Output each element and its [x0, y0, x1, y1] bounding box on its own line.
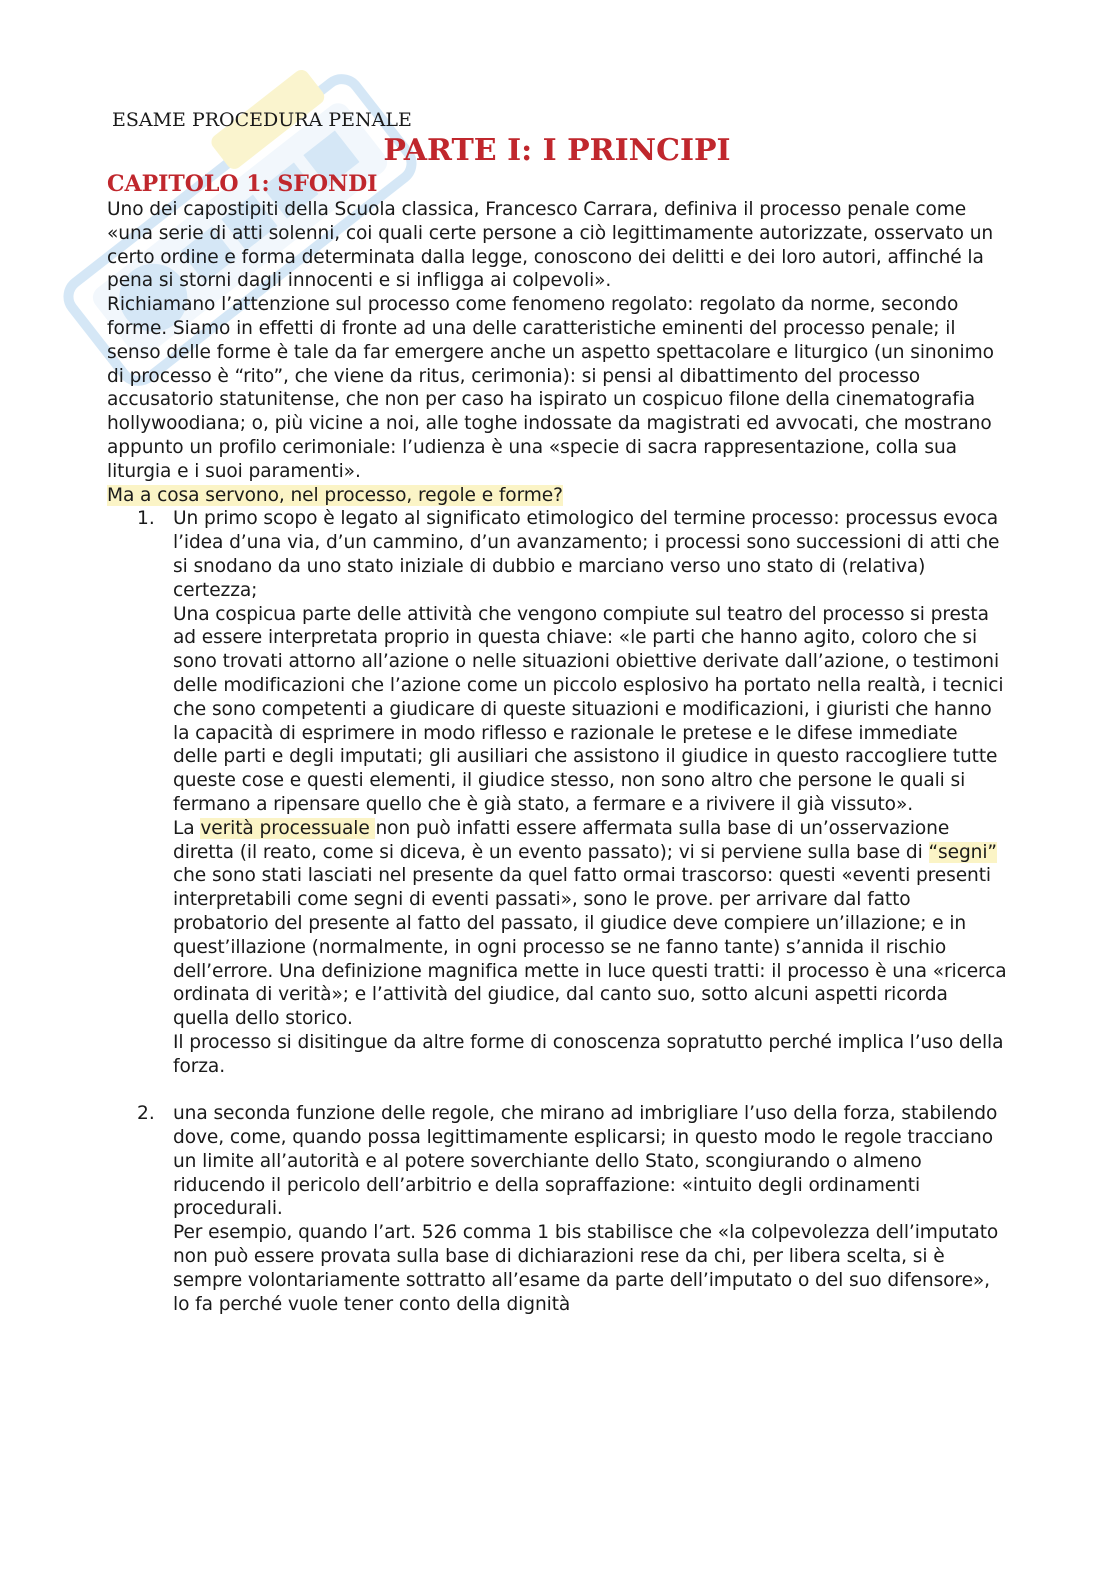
list-item-paragraph: Per esempio, quando l’art. 526 comma 1 bis stabilisce che «la colpevolezza dell’imputato non può essere provata sulla base di dichiarazioni rese da chi, per libera scelta, si è sempre volontariamente sottratto all’esame da parte dell’imputato o del suo difensore», lo fa perché vuole tener conto della dignità [173, 1222, 999, 1315]
numbered-list [107, 507, 1007, 1316]
list-item-paragraph: Un primo scopo è legato al significato etimologico del termine processo: processus evoca l’idea d’una via, d’un cammino, d’un avanzamento; i processi sono successioni di atti che si snodano da uno stato iniziale di dubbio e marciano verso uno stato di (relativa) certezza; [173, 508, 1000, 601]
list-item [107, 1102, 1007, 1316]
list-item-paragraph: Una cospicua parte delle attività che vengono compiute sul teatro del processo si presta ad essere interpretata proprio in questa chiave: «le parti che hanno agito, coloro che si sono trovati attorno all’azione o nelle situazioni obiettive derivate dall’azione, o testimoni delle modificazioni che l’azione come un piccolo esplosivo ha portato nella realtà, i tecnici che sono competenti a giudicare di queste situazioni e modificazioni, i giuristi che hanno la capacità di esprimere in modo riflesso e razionale le pretese e le difese immediate delle parti e degli imputati; gli ausiliari che assistono il giudice in questo raccogliere tutte queste cose e questi elementi, il giudice stesso, non sono altro che persone le quali si fermano a ripensare quello che è già stato, a fermare e a rivivere il già vissuto». [173, 603, 1004, 815]
blank-line [173, 1078, 1007, 1102]
chapter-title: CAPITOLO 1: SFONDI [107, 171, 378, 197]
list-item [107, 507, 1007, 1102]
text-run: che sono stati lasciati nel presente da quel fatto ormai trascorso: questi «eventi presenti interpretabili come segni di eventi passati», sono le prove. per arrivare dal fatto probatorio del presente al fatto del passato, il giudice deve compiere un’illazione; e in quest’illazione (normalmente, in ogni processo se ne fanno tante) s’annida il rischio dell’errore. Una definizione magnifica mette in luce questi tratti: il processo è una «ricerca ordinata di verità»; e l’attività del giudice, dal canto suo, sotto alcuni aspetti ricorda quella dello storico. [173, 865, 1007, 1030]
list-item-paragraph: una seconda funzione delle regole, che mirano ad imbrigliare l’uso della forza, stabilendo dove, come, quando possa legittimamente esplicarsi; in questo modo le regole tracciano un limite all’autorità e al potere soverchiante dello Stato, scongiurando o almeno riducendo il pericolo dell’arbitrio e della sopraffazione: «intuito degli ordinamenti procedurali. [173, 1103, 998, 1220]
text-run: La [173, 817, 201, 839]
list-number: 2. [137, 1103, 155, 1125]
highlighted-term: verità processuale [200, 817, 376, 839]
list-number: 1. [137, 508, 155, 530]
list-item-paragraph: Il processo si disitingue da altre forme di conoscenza sopratutto perché implica l’uso della forza. [173, 1031, 1004, 1077]
text-run: non può infatti essere affermata sulla base di un’osservazione diretta (il reato, come si diceva, è un evento passato); vi si perviene sulla base di [173, 817, 950, 863]
document-page [107, 108, 1007, 1316]
question-paragraph [107, 484, 1007, 508]
part-title: PARTE I: I PRINCIPI [383, 133, 731, 168]
highlighted-question: Ma a cosa servono, nel processo, regole e forme? [107, 484, 563, 506]
list-item-paragraph [173, 817, 1007, 1031]
intro-paragraph: Uno dei capostipiti della Scuola classica, Francesco Carrara, definiva il processo penale come «una serie di atti solenni, coi quali certe persone a ciò legittimamente autorizzate, osservato un certo ordine e forma determinata dalla legge, conoscono dei delitti e dei loro autori, affinché la pena si storni dagli innocenti e si infligga ai colpevoli». [107, 199, 994, 292]
forms-paragraph: Richiamano l’attenzione sul processo come fenomeno regolato: regolato da norme, secondo forme. Siamo in effetti di fronte ad una delle caratteristiche eminenti del processo penale; il senso delle forme è tale da far emergere anche un aspetto spettacolare e liturgico (un sinonimo di processo è “rito”, che viene da ritus, cerimonia): si pensi al dibattimento del processo accusatorio statunitense, che non per caso ha ispirato un cospicuo filone della cinematografia hollywoodiana; o, più vicine a noi, alle toghe indossate da magistrati ed avvocati, che mostrano appunto un profilo cerimoniale: l’udienza è una «specie di sacra rappresentazione, colla sua liturgia e i suoi paramenti». [107, 294, 994, 482]
highlighted-term: “segni” [928, 841, 997, 863]
exam-title: ESAME PROCEDURA PENALE [112, 109, 412, 131]
